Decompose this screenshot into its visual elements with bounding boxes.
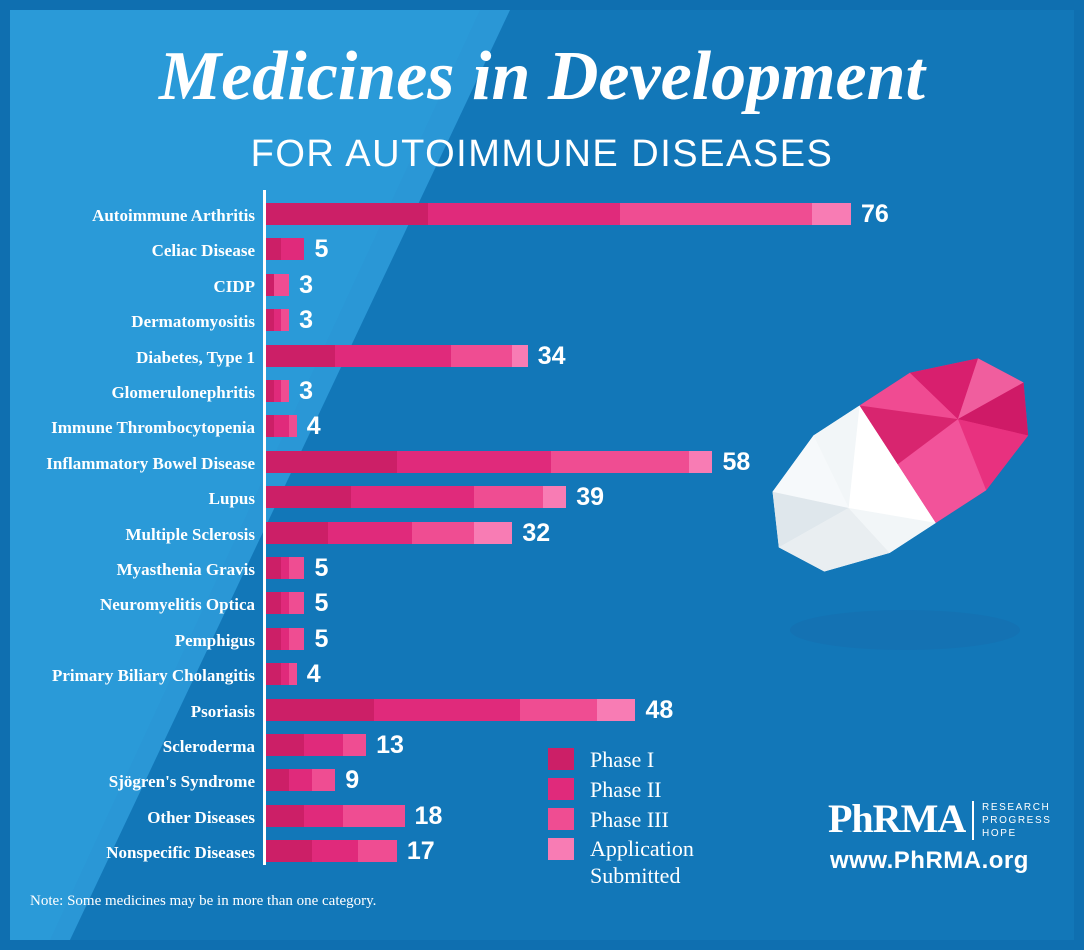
legend-label: Phase III bbox=[590, 807, 669, 832]
chart-bar-value: 17 bbox=[406, 837, 435, 866]
chart-row-label: Sjögren's Syndrome bbox=[108, 772, 255, 792]
chart-bar-value: 5 bbox=[314, 589, 329, 618]
chart-bar-value: 5 bbox=[314, 554, 329, 582]
page-title: Medicines in Development bbox=[158, 38, 925, 115]
page-subtitle: FOR AUTOIMMUNE DISEASES bbox=[250, 133, 834, 175]
chart-bar-value: 34 bbox=[537, 341, 566, 370]
chart-row-label: Psoriasis bbox=[190, 701, 255, 721]
chart-row-label: Celiac Disease bbox=[151, 241, 255, 261]
chart-row-label: CIDP bbox=[213, 276, 255, 296]
chart-row-label: Multiple Sclerosis bbox=[125, 524, 255, 544]
chart-row-label: Myasthenia Gravis bbox=[116, 560, 255, 579]
chart-row-label: Scleroderma bbox=[162, 737, 255, 756]
chart-row-label: Neuromyelitis Optica bbox=[99, 595, 255, 615]
chart-bar-value: 4 bbox=[306, 412, 321, 441]
chart-row-label: Nonspecific Diseases bbox=[106, 843, 255, 863]
chart-bar-value: 3 bbox=[299, 270, 313, 299]
chart-bar-value: 5 bbox=[314, 624, 329, 653]
chart-bar-value: 58 bbox=[722, 447, 751, 476]
chart-row-label: Pemphigus bbox=[174, 630, 255, 650]
chart-bar-value: 13 bbox=[376, 731, 404, 759]
logo-url[interactable]: www.PhRMA.org bbox=[830, 847, 1029, 874]
chart-bar-value: 32 bbox=[522, 518, 551, 547]
chart-row-label: Other Diseases bbox=[147, 807, 255, 827]
logo-tagline: RESEARCH PROGRESS HOPE bbox=[972, 801, 1051, 840]
chart-row-label: Inflammatory Bowel Disease bbox=[46, 453, 255, 473]
chart-row-label: Lupus bbox=[208, 489, 255, 509]
chart-bar-value: 18 bbox=[414, 801, 443, 830]
chart-bar-value: 3 bbox=[299, 377, 313, 405]
legend-label: Phase II bbox=[590, 777, 662, 802]
logo-wordmark: PhRMA bbox=[828, 796, 966, 841]
chart-bar-value: 5 bbox=[314, 235, 329, 264]
chart-row-label: Primary Biliary Cholangitis bbox=[51, 666, 255, 686]
chart-bar-value: 9 bbox=[345, 766, 360, 795]
chart-row-label: Immune Thrombocytopenia bbox=[51, 418, 255, 438]
chart-row-label: Autoimmune Arthritis bbox=[92, 206, 255, 225]
legend-label: Phase I bbox=[590, 747, 655, 772]
chart-bar-value: 4 bbox=[306, 660, 321, 689]
chart-bar-value: 48 bbox=[645, 695, 674, 724]
chart-bar-value: 3 bbox=[299, 306, 313, 335]
legend-label: Application Submitted bbox=[590, 836, 694, 888]
chart-row-label: Diabetes, Type 1 bbox=[136, 347, 255, 367]
chart-bar-value: 76 bbox=[861, 200, 889, 228]
chart-bar-value: 39 bbox=[576, 483, 604, 512]
chart-row-label: Glomerulonephritis bbox=[111, 383, 255, 402]
chart-note: Note: Some medicines may be in more than one category. bbox=[30, 893, 377, 909]
chart-row-label: Dermatomyositis bbox=[131, 312, 255, 332]
